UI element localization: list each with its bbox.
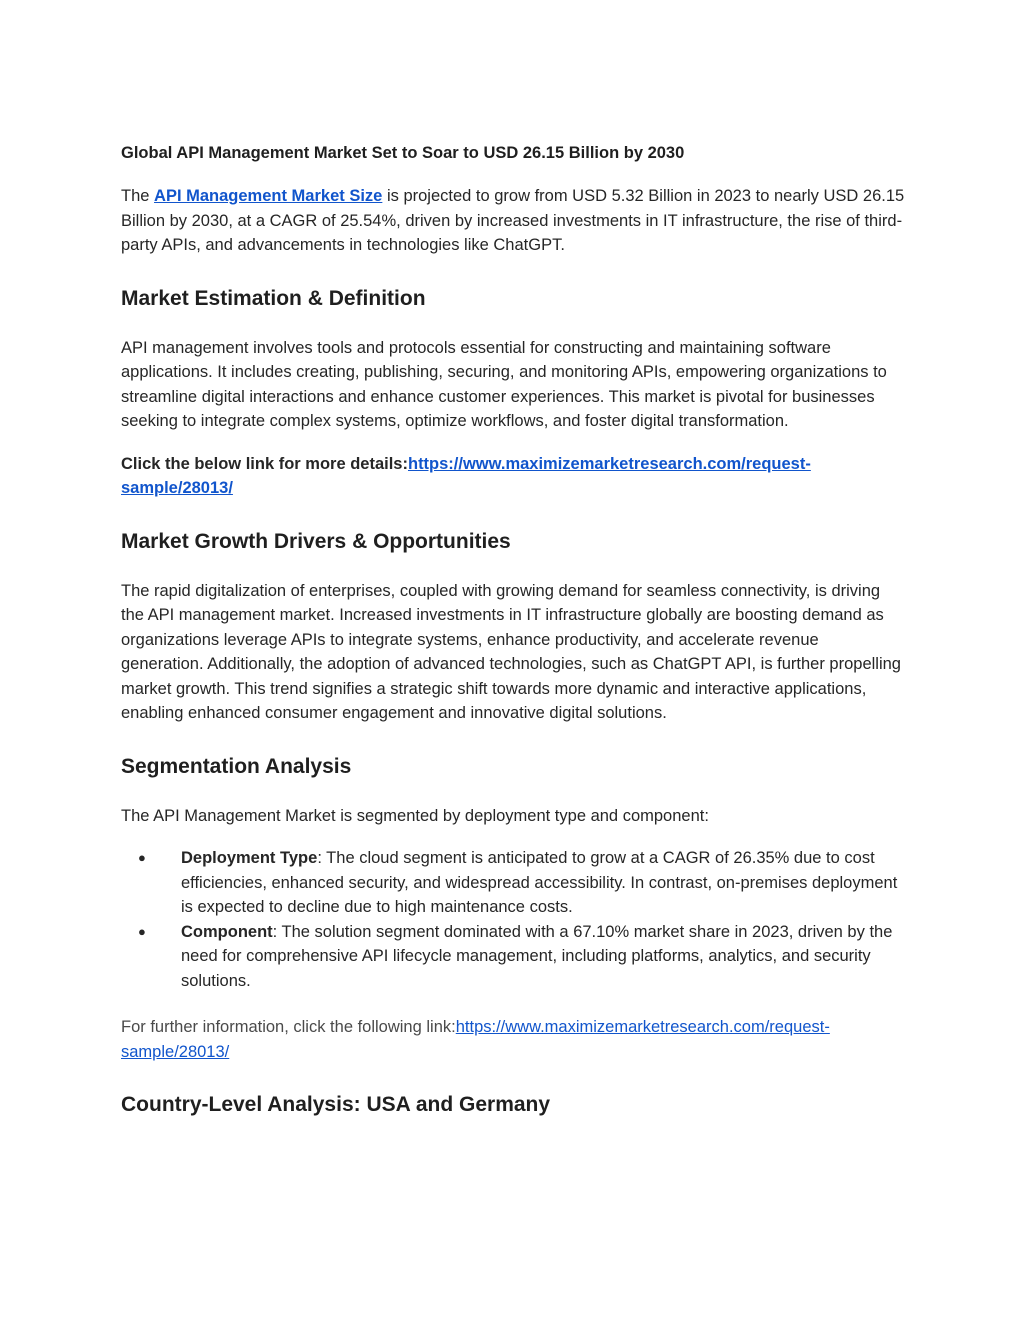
document-title: Global API Management Market Set to Soar to USD 26.15 Billion by 2030 bbox=[121, 144, 685, 162]
segmentation-list bbox=[121, 846, 905, 993]
details-url-link[interactable]: https://www.maximizemarketresearch.com/request-sample/28013/ bbox=[121, 454, 811, 497]
growth-paragraph: The rapid digitalization of enterprises, coupled with growing demand for seamless connectivity, is driving the API management market. Increased investments in IT infrastructure globally are boosting demand as organizations leverage APIs to integrate systems, enhance productivity, and accelerate revenue generation. Additionally, the adoption of advanced technologies, such as ChatGPT API, is further propelling market growth. This trend signifies a strategic shift towards more dynamic and interactive applications, enabling enhanced consumer engagement and innovative digital solutions. bbox=[121, 581, 901, 722]
list-item-deployment bbox=[138, 846, 905, 920]
details-link-line bbox=[121, 452, 905, 501]
document-page bbox=[121, 142, 905, 1142]
section-heading-growth: Market Growth Drivers & Opportunities bbox=[121, 529, 511, 553]
further-url-link[interactable]: https://www.maximizemarketresearch.com/request-sample/28013/ bbox=[121, 1018, 830, 1061]
further-link-line bbox=[121, 1015, 905, 1064]
list-item-term: Component bbox=[181, 922, 273, 941]
details-link-label: Click the below link for more details: bbox=[121, 454, 408, 473]
section-heading-estimation: Market Estimation & Definition bbox=[121, 286, 426, 310]
bullet-icon: ● bbox=[138, 923, 146, 939]
list-item-text: : The cloud segment is anticipated to grow at a CAGR of 26.35% due to cost efficiencies, enhanced security, and widespread accessibility. In contrast, on-premises deployment is expected to decline due to high maintenance costs. bbox=[181, 849, 898, 916]
intro-paragraph bbox=[121, 184, 905, 258]
estimation-paragraph: API management involves tools and protocols essential for constructing and maintaining software applications. It includes creating, publishing, securing, and monitoring APIs, empowering organizations to streamline digital interactions and enhance customer experiences. This market is pivotal for businesses seeking to integrate complex systems, optimize workflows, and foster digital transformation. bbox=[121, 338, 887, 430]
list-item-component bbox=[138, 920, 905, 994]
intro-pre: The bbox=[121, 187, 155, 205]
section-heading-country: Country-Level Analysis: USA and Germany bbox=[121, 1093, 551, 1116]
bullet-icon: ● bbox=[138, 850, 146, 865]
further-link-label: For further information, click the following link: bbox=[121, 1018, 456, 1036]
segmentation-intro: The API Management Market is segmented by deployment type and component: bbox=[121, 806, 709, 825]
intro-post: is projected to grow from USD 5.32 Billion in 2023 to nearly USD 26.15 Billion by 2030, at a CAGR of 25.54%, driven by increased investments in IT infrastructure, the rise of third-party APIs, and advancements in technologies like ChatGPT. bbox=[121, 187, 905, 254]
list-item-term: Deployment Type bbox=[181, 849, 318, 867]
market-size-link[interactable]: API Management Market Size bbox=[154, 187, 383, 205]
section-heading-segmentation: Segmentation Analysis bbox=[121, 754, 352, 778]
list-item-text: : The solution segment dominated with a 67.10% market share in 2023, driven by the need for comprehensive API lifecycle management, including platforms, analytics, and security solutions. bbox=[181, 922, 893, 990]
